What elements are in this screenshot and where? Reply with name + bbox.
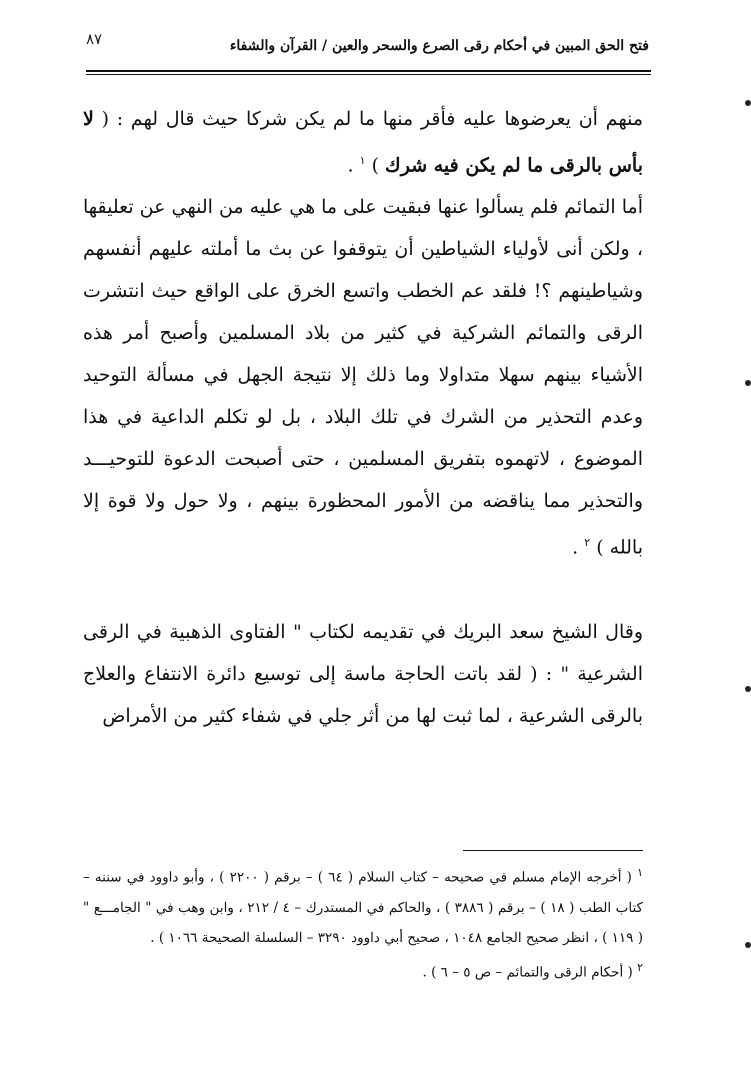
hadith-quote: لا بأس بالرقى ما لم يكن فيه شرك	[83, 108, 643, 177]
header-rule-thin	[86, 74, 651, 75]
paragraph-2-text: أما التمائم فلم يسألوا عنها فبقيت على ما هي عليه من النهي عن تعليقها ، ولكن أنى لأولياء الشياطين أن يتوقفوا عن بث ما أملته عليهم أنفسهم وشياطينهم ؟! فلقد عم الخطب واتسع الخرق على الواقع حيث انتشرت الرقى والتمائم الشركية في كثير من بلاد المسلمين وأصبح أمر هذه الأشياء بينهم سهلا متداولا وما ذلك إلا نتيجة الجهل في مسألة التوحيد وعدم التحذير من الشرك في تلك البلاد ، بل لو تكلم الداعية في هذا الموضوع ، لاتهموه بتفريق المسلمين ، حتى أصبحت الدعوة للتوحيـــد والتحذير مما يناقضه من الأمور المحظورة بينهم ، ولا حول ولا قوة إلا بالله )	[83, 196, 643, 559]
margin-punch-mark	[745, 380, 751, 386]
footnote-ref-2: ٢	[584, 536, 591, 550]
margin-punch-mark	[745, 942, 751, 948]
footnote-2	[83, 953, 643, 988]
paragraph-1-close: )	[371, 154, 379, 177]
footnote-1-number: ١	[637, 866, 643, 879]
paragraph-1-text: منهم أن يعرضوها عليه فأقر منها ما لم يكن شركا حيث قال لهم : (	[101, 108, 643, 130]
header-rule	[86, 70, 651, 72]
page-number: ٨٧	[86, 30, 103, 48]
margin-punch-mark	[745, 686, 751, 692]
footnote-1	[83, 858, 643, 953]
footnote-ref-1: ١	[359, 154, 366, 167]
running-title: فتح الحق المبين في أحكام رقى الصرع والسحر والعين / القرآن والشفاء	[229, 38, 649, 54]
paragraph-1-end: .	[347, 154, 354, 177]
paragraph-2	[83, 186, 643, 568]
footnote-1-text: ( أخرجه الإمام مسلم في صحيحه – كتاب السلام ( ٦٤ ) – برقم ( ٢٢٠٠ ) ، وأبو داوود في سننه – كتاب الطب ( ١٨ ) – برقم ( ٣٨٨٦ ) ، والحاكم في المستدرك – ٤ / ٢١٢ ، وابن وهب في " الجامـــع " ( ١١٩ ) ، انظر صحيح الجامع ١٠٤٨ ، صحيح أبي داوود ٣٢٩٠ – السلسلة الصحيحة ١٠٦٦ ) .	[83, 869, 643, 946]
margin-punch-mark	[745, 100, 751, 106]
footnotes	[83, 858, 643, 987]
footnote-separator	[463, 850, 643, 851]
paragraph-1	[83, 98, 643, 186]
main-text	[83, 98, 643, 737]
paragraph-3-text: وقال الشيخ سعد البريك في تقديمه لكتاب " الفتاوى الذهبية في الرقى الشرعية " : ( لقد باتت الحاجة ماسة إلى توسيع دائرة الانتفاع والعلاج بالرقى الشرعية ، لما ثبت لها من أثر جلي في شفاء كثير من الأمراض	[83, 620, 643, 727]
footnote-2-number: ٢	[637, 960, 643, 974]
footnote-2-text: ( أحكام الرقى والتمائم – ص ٥ – ٦ ) .	[422, 964, 633, 980]
paragraph-3	[83, 611, 643, 737]
paragraph-2-end: .	[572, 536, 579, 559]
